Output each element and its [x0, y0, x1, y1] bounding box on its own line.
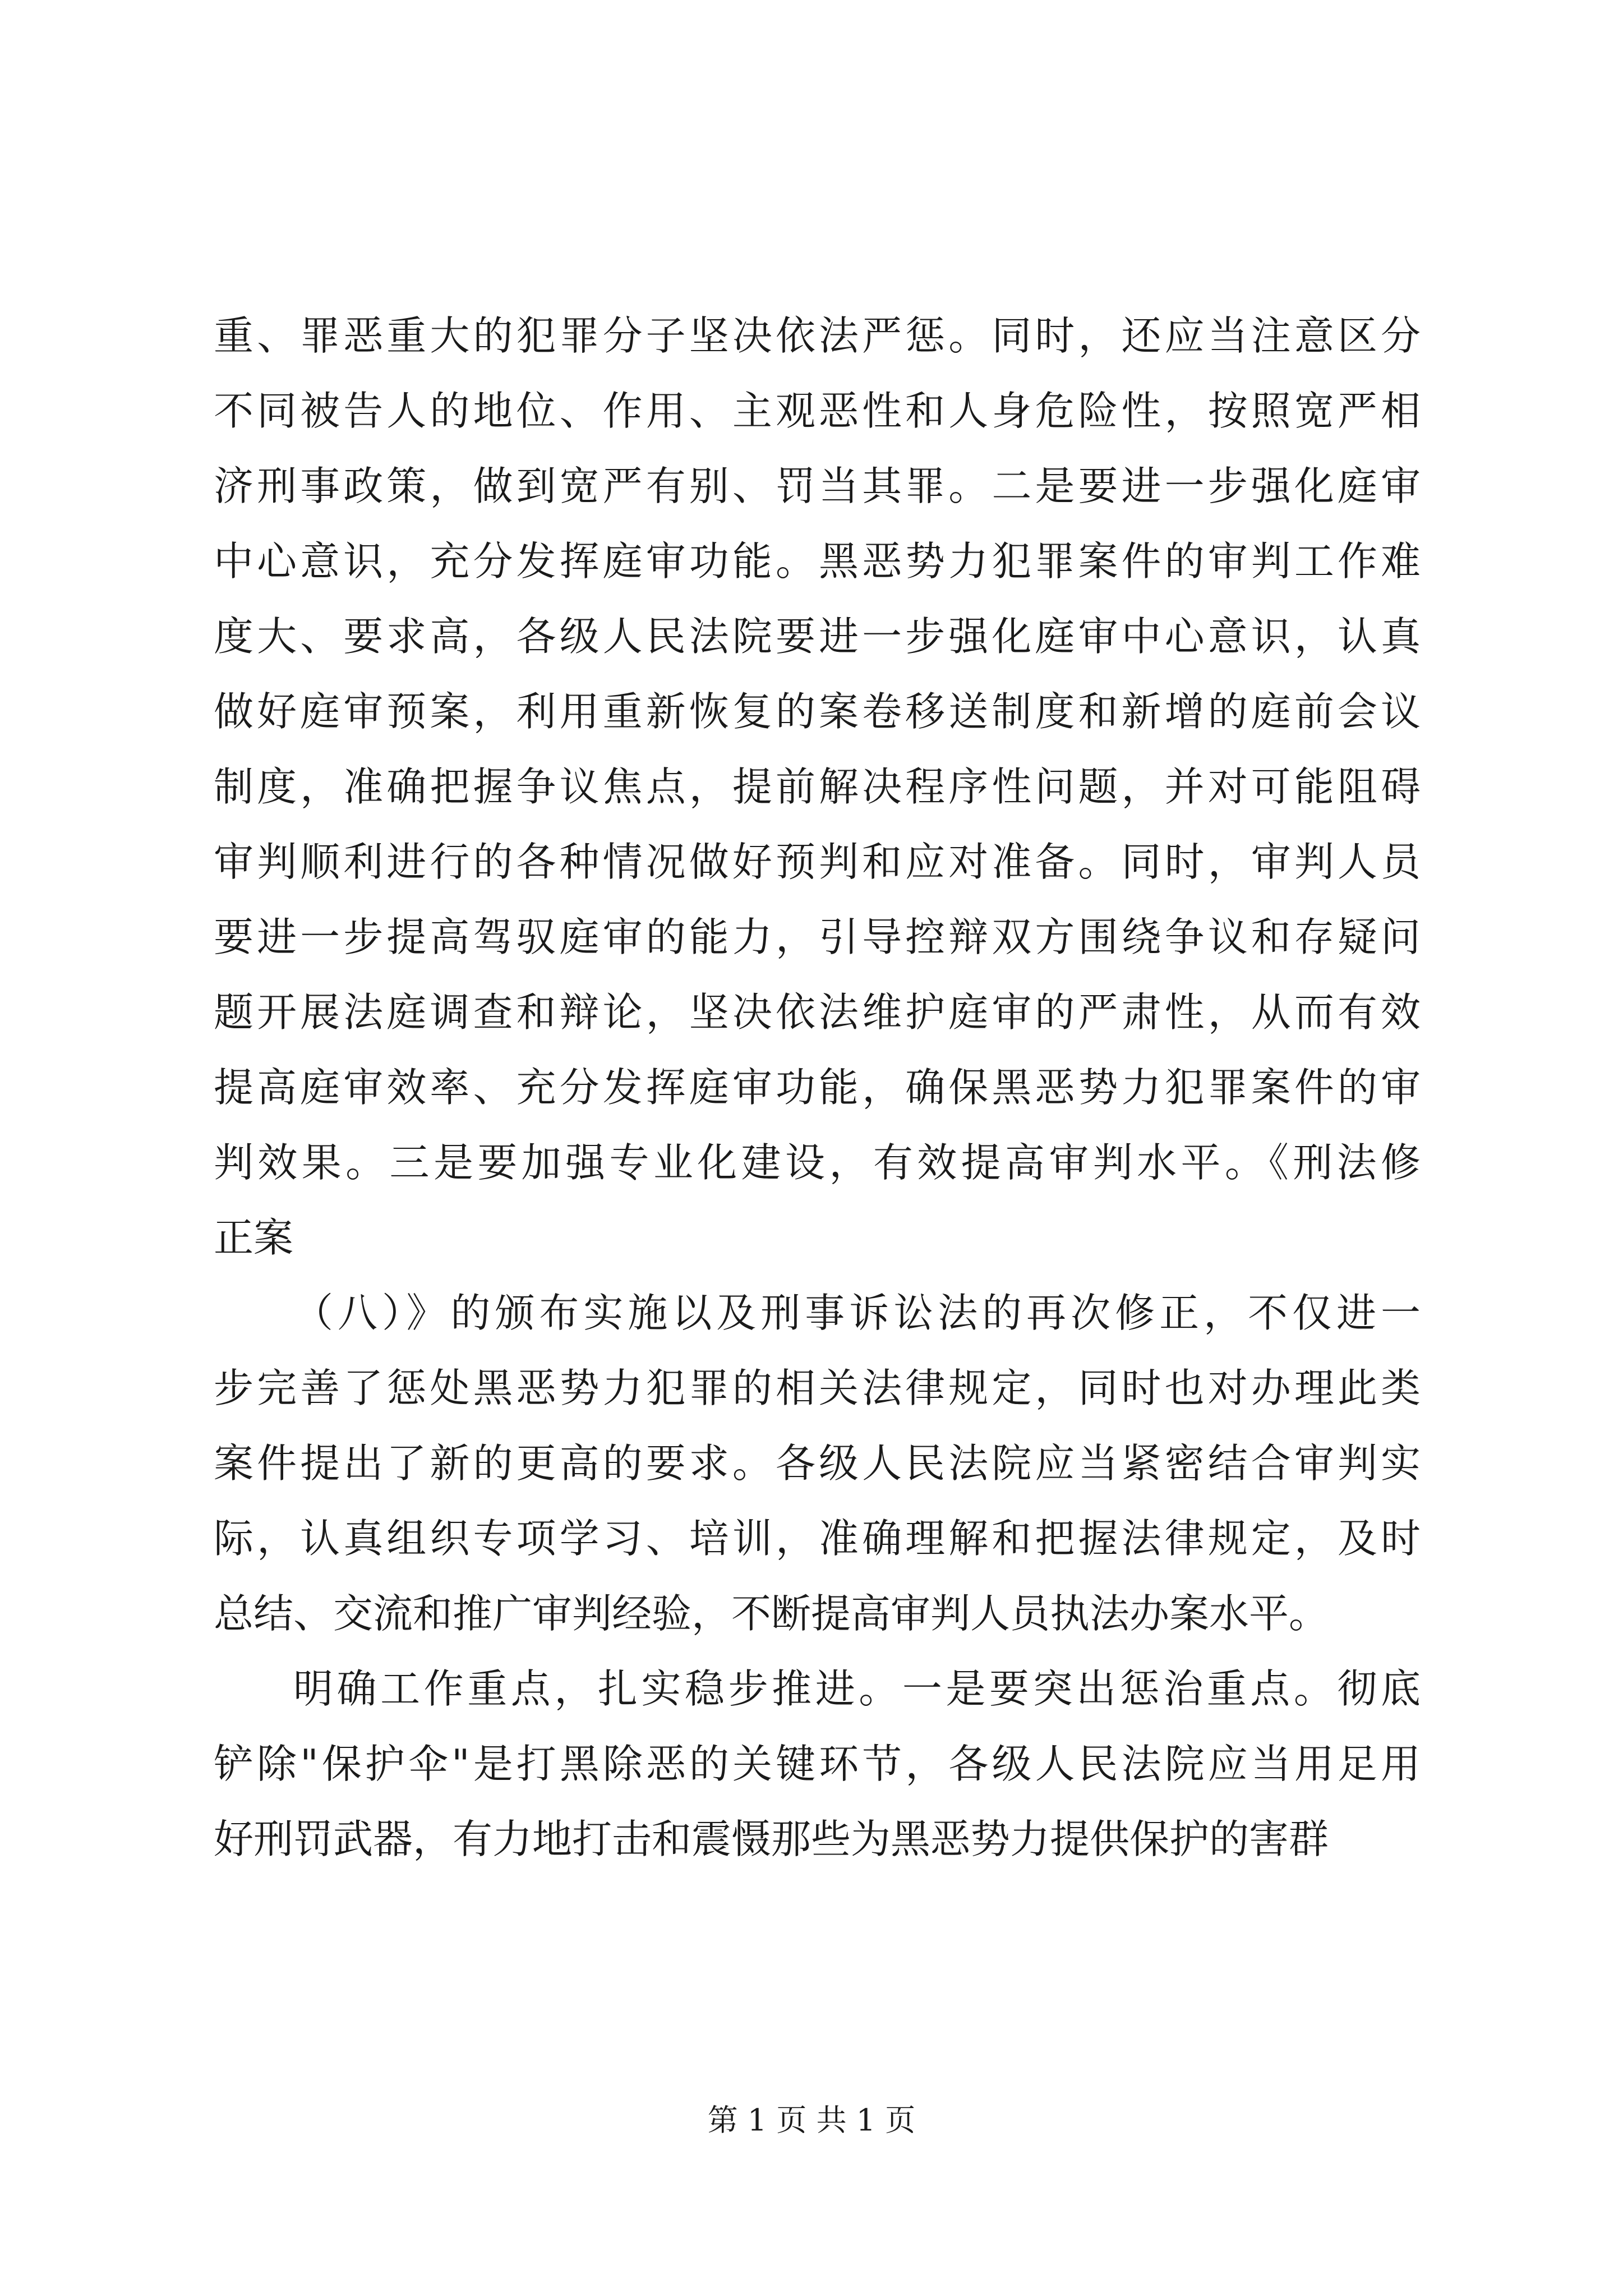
text-line: 总结、交流和推广审判经验，不断提高审判人员执法办案水平。	[214, 1590, 1329, 1637]
page-footer: 第 1 页 共 1 页	[707, 2102, 916, 2138]
text-line: 际，认真组织专项学习、培训，准确理解和把握法律规定，及时	[214, 1515, 1421, 1562]
text-line: 中心意识，充分发挥庭审功能。黑恶势力犯罪案件的审判工作难	[214, 538, 1421, 585]
text-line: 重、罪恶重大的犯罪分子坚决依法严惩。同时，还应当注意区分	[214, 312, 1421, 359]
text-line: 济刑事政策，做到宽严有别、罚当其罪。二是要进一步强化庭审	[214, 463, 1421, 509]
paragraph	[214, 298, 1421, 1276]
text-line: 好刑罚武器，有力地打击和震慑那些为黑恶势力提供保护的害群	[214, 1816, 1329, 1862]
text-line: 要进一步提高驾驭庭审的能力，引导控辩双方围绕争议和存疑问	[214, 914, 1421, 960]
paragraph	[214, 1276, 1421, 1651]
text-line: 提高庭审效率、充分发挥庭审功能，确保黑恶势力犯罪案件的审	[214, 1064, 1421, 1111]
text-line: 题开展法庭调查和辩论，坚决依法维护庭审的严肃性，从而有效	[214, 989, 1421, 1036]
text-line: 步完善了惩处黑恶势力犯罪的相关法律规定，同时也对办理此类	[214, 1365, 1421, 1411]
paragraph	[214, 1651, 1421, 1877]
text-line: 度大、要求高，各级人民法院要进一步强化庭审中心意识，认真	[214, 613, 1421, 660]
text-line: 不同被告人的地位、作用、主观恶性和人身危险性，按照宽严相	[214, 388, 1421, 434]
document-body	[214, 298, 1421, 1877]
text-line: 正案	[214, 1214, 294, 1261]
text-line: 判效果。三是要加强专业化建设，有效提高审判水平。《刑法修	[214, 1139, 1421, 1186]
text-line: 明确工作重点，扎实稳步推进。一是要突出惩治重点。彻底	[293, 1665, 1421, 1712]
text-line: 制度，准确把握争议焦点，提前解决程序性问题，并对可能阻碍	[214, 763, 1421, 810]
text-line: 案件提出了新的更高的要求。各级人民法院应当紧密结合审判实	[214, 1440, 1421, 1487]
text-line: 审判顺利进行的各种情况做好预判和应对准备。同时，审判人员	[214, 839, 1421, 885]
text-line: 铲除"保护伞"是打黑除恶的关键环节，各级人民法院应当用足用	[214, 1741, 1421, 1787]
text-line: 做好庭审预案，利用重新恢复的案卷移送制度和新增的庭前会议	[214, 688, 1421, 735]
text-line: （八）》的颁布实施以及刑事诉讼法的再次修正，不仅进一	[293, 1290, 1421, 1336]
